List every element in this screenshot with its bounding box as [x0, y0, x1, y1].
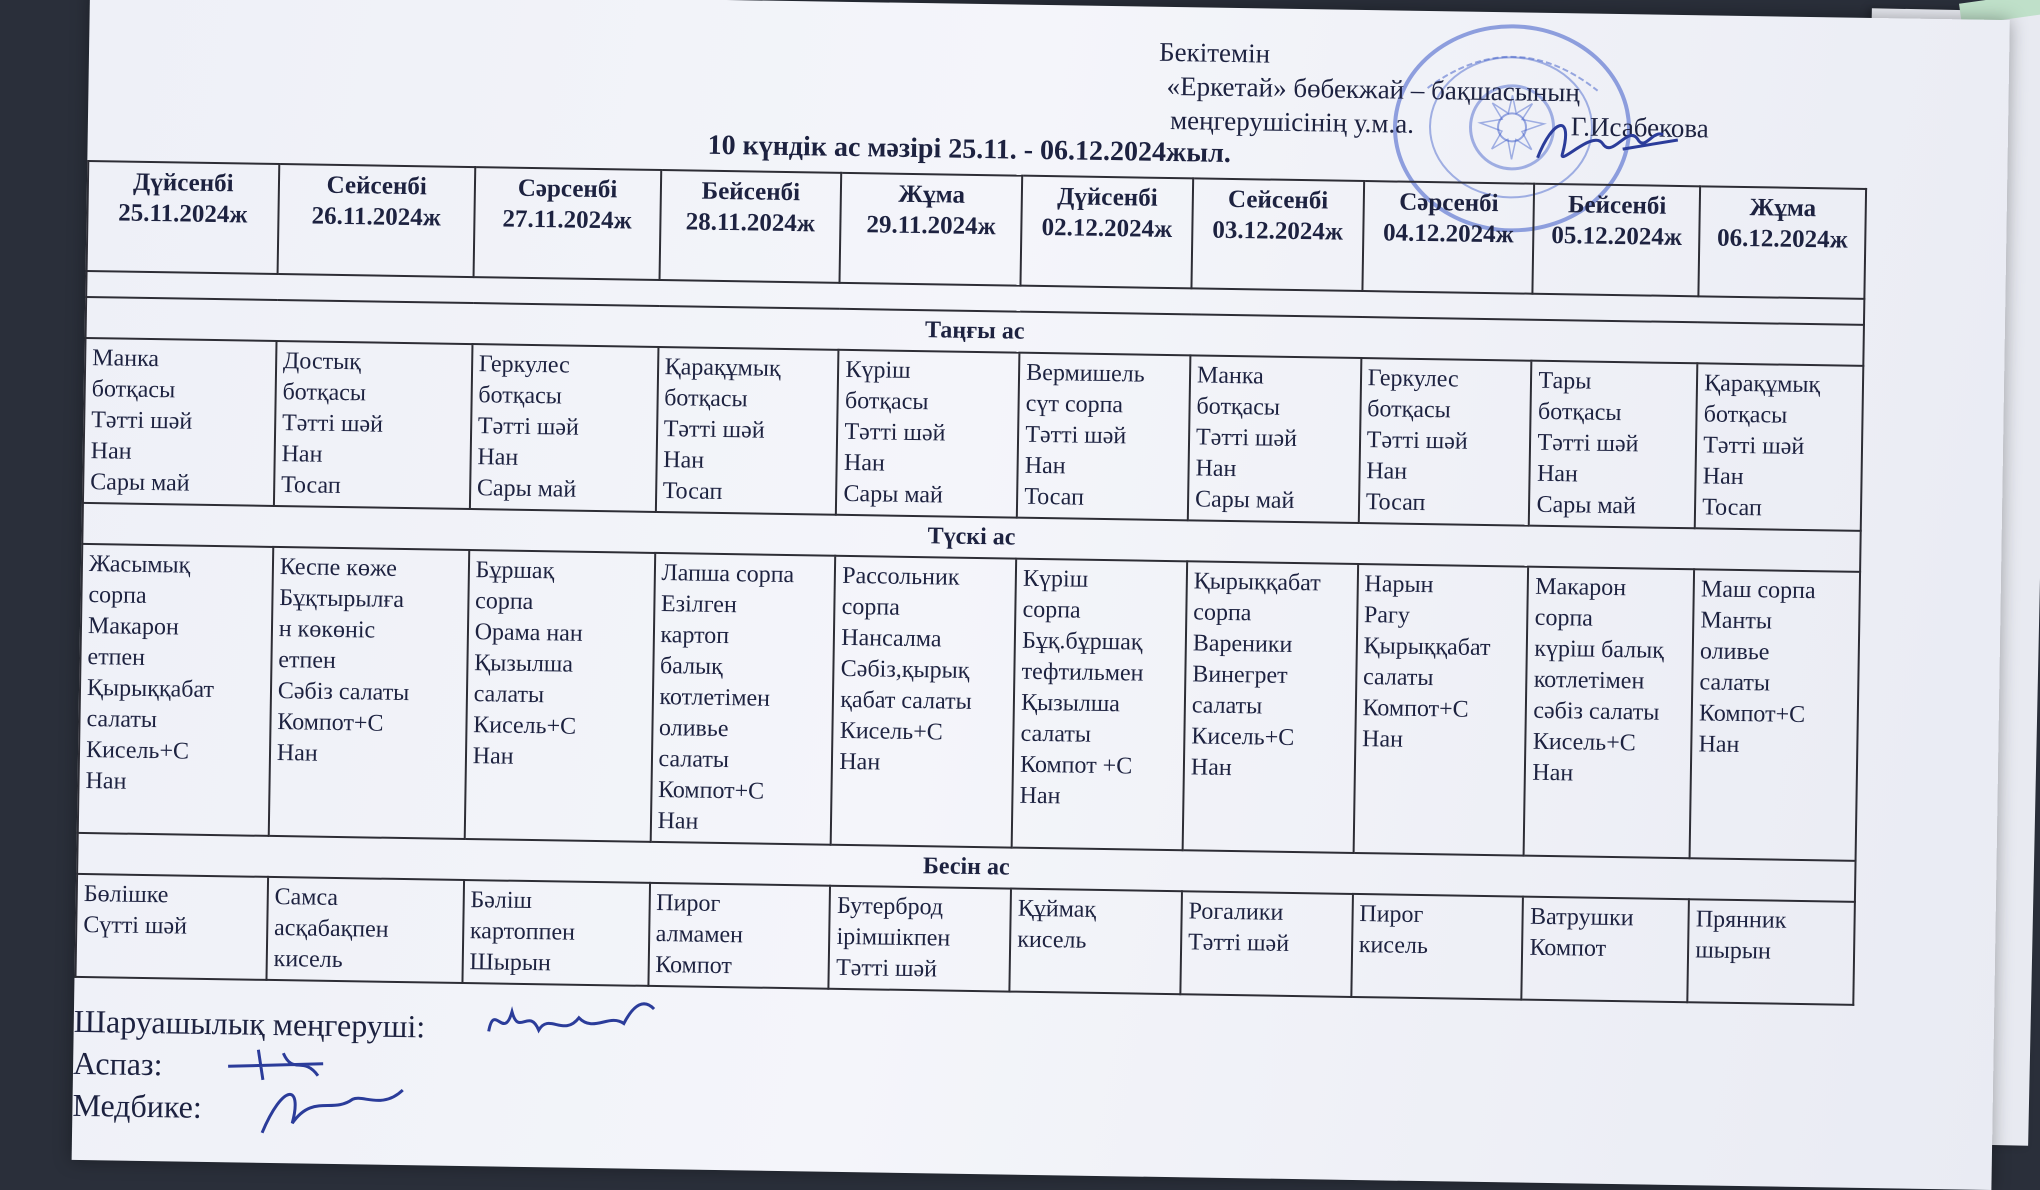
breakfast-cell-line: Манка [1196, 362, 1265, 390]
lunch-cell-line: Вареники [1192, 630, 1293, 658]
breakfast-cell-line: Тосап [662, 478, 723, 505]
day-date: 03.12.2024ж [1212, 216, 1344, 246]
lunch-cell-line: күріш балық [1534, 635, 1665, 664]
breakfast-cell [274, 341, 472, 509]
snack-cell-line: картоппен [469, 918, 576, 946]
lunch-heading: Түскі ас [82, 503, 1860, 572]
breakfast-cell-line: Тәтті шәй [844, 418, 946, 447]
lunch-cell [1353, 564, 1528, 856]
approval-signer-name: Г.Исабекова [1570, 111, 1710, 144]
lunch-cell-line: Нан [1698, 731, 1740, 758]
breakfast-cell-line: ботқасы [1367, 396, 1451, 424]
breakfast-cell-line: Күріш [845, 356, 911, 384]
lunch-cell-line: салаты [1020, 720, 1092, 748]
lunch-cell [1183, 561, 1358, 853]
lunch-cell-line: Винегрет [1192, 661, 1288, 689]
day-date: 06.12.2024ж [1716, 224, 1848, 254]
lunch-cell-line: сорпа [841, 593, 901, 621]
manager-signature [483, 991, 664, 1054]
lunch-cell-line: сорпа [1193, 599, 1252, 627]
breakfast-cell-line: Сары май [90, 469, 190, 497]
snack-cell-line: Пирог [656, 890, 721, 918]
snack-cell-line: асқабақпен [273, 915, 389, 943]
breakfast-cell-line: Достық [282, 348, 362, 376]
breakfast-cell-line: Тәтті шәй [1703, 432, 1805, 460]
lunch-cell-line: Езілген [660, 591, 737, 619]
day-name: Дүйсенбі [1056, 183, 1158, 212]
breakfast-cell [83, 338, 276, 506]
lunch-cell-line: Кисель+С [1532, 728, 1636, 757]
snack-cell-line: Пирог [1359, 901, 1424, 929]
lunch-cell-line: Қызылша [473, 650, 574, 678]
breakfast-cell-line: Тәтті шәй [1195, 424, 1298, 453]
lunch-cell-line: Компот+С [277, 709, 384, 737]
breakfast-cell [470, 344, 658, 512]
lunch-cell-line: Кисель+С [839, 717, 943, 746]
breakfast-cell-line: Нан [1024, 452, 1066, 480]
day-header-cell [1362, 181, 1534, 294]
approval-line-2: «Еркетай» бөбекжай – бақшасының [1166, 70, 1581, 108]
day-name: Сейсенбі [1227, 185, 1329, 215]
snack-cell [1180, 891, 1352, 997]
lunch-cell-line: Кисель+С [1191, 723, 1295, 752]
breakfast-cell-line: Нан [1366, 458, 1408, 485]
lunch-cell-line: сәбіз салаты [1533, 697, 1660, 726]
breakfast-cell-line: Геркулес [1367, 365, 1459, 393]
lunch-cell-line: сорпа [88, 582, 147, 609]
lunch-cell-line: Макарон [87, 613, 179, 641]
day-header-cell [1699, 186, 1867, 299]
breakfast-cell-line: ботқасы [478, 382, 563, 410]
snack-cell [1351, 894, 1523, 1000]
breakfast-cell-line: ботқасы [91, 376, 176, 404]
snack-heading: Бесін ас [77, 833, 1855, 902]
nurse-signature [252, 1083, 413, 1146]
lunch-cell-line: Қырыққабат [86, 675, 215, 704]
snack-cell-line: Бөлішке [83, 881, 169, 909]
lunch-cell-line: Нан [839, 748, 881, 776]
lunch-cell [1012, 559, 1187, 851]
snack-cell-line: Рогалики [1188, 898, 1284, 926]
lunch-cell-line: Нарын [1364, 571, 1434, 599]
lunch-cell-line: сорпа [1022, 596, 1081, 624]
snack-cell-line: Бутерброд [836, 892, 944, 921]
snack-cell [829, 886, 1011, 992]
day-header-cell [1021, 176, 1193, 289]
snack-cell-line: Тәтті шәй [1187, 929, 1290, 957]
lunch-cell [1524, 567, 1694, 859]
approval-line-1: Бекітемін [1158, 36, 1271, 69]
lunch-cell-line: котлетімен [659, 684, 771, 712]
snack-cell-line: Компот [1529, 934, 1607, 962]
lunch-cell-line: Орама нан [474, 619, 583, 647]
breakfast-cell [836, 350, 1019, 518]
breakfast-cell-line: Тәтті шәй [1025, 421, 1127, 450]
lunch-cell-line: салаты [86, 706, 158, 734]
cook-signature [223, 1044, 334, 1086]
lunch-cell-line: Жасымық [88, 551, 191, 579]
day-date: 04.12.2024ж [1382, 219, 1514, 249]
lunch-cell-line: етпен [278, 647, 337, 674]
breakfast-cell-line: Сары май [843, 480, 944, 509]
day-name: Сәрсенбі [1398, 188, 1499, 218]
lunch-cell-line: Нан [657, 808, 699, 835]
day-header-cell [840, 173, 1023, 286]
lunch-cell-line: Кисель+С [473, 712, 577, 740]
lunch-cell-line: Бұқ.бұршақ [1021, 627, 1143, 656]
lunch-cell-line: Лапша сорпа [661, 560, 795, 589]
lunch-cell-line: Рагу [1363, 602, 1411, 629]
day-header-cell [1191, 178, 1363, 291]
menu-paper-sheet [72, 0, 2010, 1190]
snack-cell-line: кисель [1358, 932, 1429, 960]
lunch-cell-line: Макарон [1535, 573, 1627, 602]
breakfast-cell-line: Вермишель [1026, 359, 1145, 388]
lunch-cell-line: оливье [658, 715, 729, 743]
lunch-cell-line: сорпа [1534, 604, 1594, 632]
day-date: 27.11.2024ж [502, 205, 632, 235]
lunch-cell-line: Қырыққабат [1193, 568, 1321, 597]
menu-table [74, 160, 1867, 1006]
breakfast-row [83, 338, 1863, 531]
lunch-cell-line: Нан [276, 740, 318, 767]
lunch-cell-line: н көкөніс [278, 616, 376, 644]
breakfast-cell-line: Қарақұмық [664, 354, 781, 382]
breakfast-cell-line: Сары май [1194, 486, 1295, 514]
breakfast-cell [1188, 355, 1361, 523]
day-name: Сәрсенбі [517, 174, 618, 204]
day-date: 29.11.2024ж [866, 211, 996, 241]
day-header-cell [473, 167, 661, 280]
lunch-cell-line: Нансалма [841, 624, 942, 653]
day-date: 26.11.2024ж [311, 202, 442, 232]
snack-cell [462, 880, 649, 986]
breakfast-cell-line: Тәтті шәй [1366, 427, 1468, 455]
breakfast-cell-line: Манка [92, 345, 160, 373]
snack-cell-line: Бәліш [470, 887, 533, 915]
lunch-cell-line: салаты [1362, 664, 1434, 692]
lunch-cell-line: Күріш [1022, 565, 1089, 593]
snack-cell-line: Компот [655, 952, 733, 980]
breakfast-cell-line: Тосап [1365, 489, 1426, 517]
breakfast-cell-line: Тосап [280, 472, 341, 499]
lunch-cell-line: салаты [1699, 669, 1771, 697]
breakfast-heading: Таңғы ас [86, 297, 1864, 366]
breakfast-cell-line: Нан [663, 447, 705, 474]
breakfast-cell-line: ботқасы [1196, 393, 1281, 421]
approval-position: меңгерушісінің у.м.а. [1169, 104, 1415, 139]
lunch-cell-line: Нан [85, 768, 127, 795]
lunch-cell-line: Компот+С [657, 777, 765, 805]
breakfast-cell-line: сүт сорпа [1025, 390, 1124, 419]
breakfast-cell-line: Нан [90, 438, 132, 465]
snack-cell-line: Тәтті шәй [835, 954, 938, 983]
lunch-cell-line: салаты [1191, 692, 1263, 720]
breakfast-cell-line: Геркулес [478, 351, 570, 379]
lunch-cell-line: Кеспе көже [279, 554, 398, 582]
breakfast-cell [1358, 358, 1531, 526]
snack-cell [648, 883, 830, 989]
lunch-cell-line: Нан [1361, 726, 1404, 753]
breakfast-cell-line: Тәтті шәй [281, 410, 384, 438]
lunch-cell-line: Кисель+С [85, 737, 190, 765]
day-header-cell [1533, 184, 1700, 297]
lunch-cell-line: Компот +С [1019, 751, 1133, 780]
breakfast-cell-line: Нан [1536, 460, 1579, 488]
snack-cell [1010, 889, 1182, 995]
breakfast-cell-line: Тосап [1024, 483, 1085, 511]
lunch-cell-line: Нан [472, 743, 514, 770]
lunch-cell-line: етпен [87, 644, 146, 671]
breakfast-cell-line: ботқасы [1703, 401, 1788, 429]
breakfast-cell-line: ботқасы [664, 385, 748, 413]
breakfast-cell-line: Тары [1538, 367, 1592, 395]
snack-cell [75, 874, 267, 980]
lunch-cell-line: Манты [1700, 607, 1773, 635]
breakfast-cell-line: Нан [1195, 455, 1237, 483]
day-name: Дүйсенбі [132, 168, 234, 198]
breakfast-cell [1017, 353, 1190, 521]
day-date: 28.11.2024ж [685, 208, 816, 238]
breakfast-cell-line: Нан [843, 449, 886, 477]
snack-cell-line: Ватрушки [1529, 903, 1634, 932]
breakfast-cell [1529, 361, 1697, 529]
lunch-cell-line: Бұқтырылға [279, 585, 405, 614]
lunch-cell-line: салаты [658, 746, 730, 774]
day-name: Сейсенбі [326, 171, 428, 201]
day-name: Жұма [898, 180, 966, 209]
lunch-cell-line: Рассольник [842, 562, 960, 591]
breakfast-cell [1695, 363, 1863, 531]
breakfast-cell-line: ботқасы [282, 379, 367, 407]
lunch-cell-line: Компот+С [1698, 700, 1806, 729]
day-date: 02.12.2024ж [1041, 213, 1173, 244]
snack-cell [1688, 899, 1855, 1005]
lunch-cell-line: оливье [1699, 638, 1770, 666]
lunch-cell-line: балық [659, 653, 724, 681]
lunch-cell-line: котлетімен [1533, 666, 1645, 695]
day-name: Бейсенбі [1567, 191, 1667, 220]
breakfast-cell-line: Тәтті шәй [663, 416, 765, 444]
snack-cell-line: алмамен [655, 921, 744, 949]
lunch-cell-line: сорпа [474, 588, 534, 616]
lunch-cell [464, 550, 654, 842]
lunch-cell-line: қабат салаты [840, 686, 972, 715]
lunch-cell-line: Бұршақ [475, 557, 555, 585]
breakfast-cell-line: Тәтті шәй [1537, 429, 1639, 458]
snack-cell-line: кисель [1017, 926, 1087, 954]
lunch-cell-line: Сәбіз салаты [277, 678, 410, 707]
head-signature [1532, 108, 1683, 180]
lunch-cell-line: Қызылша [1020, 689, 1121, 718]
breakfast-cell-line: Тәтті шәй [477, 413, 580, 441]
day-header-cell [659, 170, 842, 283]
day-header-cell [87, 161, 280, 274]
snack-cell-line: ірімшікпен [836, 923, 951, 952]
lunch-cell-line: Маш сорпа [1700, 576, 1816, 605]
breakfast-cell-line: Қарақұмық [1704, 370, 1821, 399]
day-date: 05.12.2024ж [1551, 221, 1683, 252]
lunch-cell-line: тефтильмен [1021, 658, 1144, 687]
day-name: Бейсенбі [701, 177, 801, 207]
day-name: Жұма [1749, 194, 1817, 223]
breakfast-cell-line: Тосап [1702, 494, 1763, 522]
snack-cell-line: Шырын [469, 949, 552, 977]
footer-nurse-label: Медбике: [72, 1086, 203, 1125]
snack-cell [1522, 897, 1689, 1003]
lunch-cell-line: Нан [1532, 759, 1574, 787]
lunch-cell-line: Нан [1019, 782, 1061, 810]
lunch-cell-line: Қырыққабат [1363, 633, 1491, 662]
breakfast-cell-line: Нан [1702, 463, 1744, 491]
footer-manager-line [73, 1000, 425, 1048]
snack-cell-line: кисель [273, 946, 343, 974]
menu-title: 10 күндік ас мәзірі 25.11. - 06.12.2024жыл. [707, 129, 1232, 169]
breakfast-cell-line: Сары май [1536, 491, 1637, 520]
snack-cell-line: Прянник [1695, 906, 1787, 934]
footer-manager-label: Шаруашылық меңгеруші: [73, 1002, 426, 1045]
breakfast-cell-line: Тәтті шәй [91, 407, 193, 435]
lunch-cell [650, 553, 835, 845]
breakfast-cell-line: Сары май [476, 475, 577, 503]
footer-cook-label: Аспаз: [72, 1044, 163, 1083]
snack-cell [266, 877, 463, 983]
lunch-cell-line: Нан [1190, 754, 1232, 782]
lunch-row [78, 544, 1860, 861]
snack-cell-line: шырын [1695, 937, 1772, 965]
day-header-cell [277, 164, 475, 277]
lunch-cell-line: Сәбіз,қырық [840, 655, 970, 684]
lunch-cell [78, 544, 273, 836]
lunch-cell-line: Компот+С [1362, 695, 1469, 723]
lunch-cell [1690, 569, 1860, 861]
snack-cell-line: Құймақ [1017, 895, 1097, 923]
breakfast-cell [655, 347, 838, 515]
breakfast-cell-line: ботқасы [844, 387, 929, 416]
breakfast-cell-line: Нан [477, 444, 519, 471]
breakfast-cell-line: ботқасы [1537, 398, 1622, 427]
day-date: 25.11.2024ж [118, 199, 248, 229]
snack-cell-line: Самса [274, 884, 339, 912]
lunch-cell-line: картоп [660, 622, 730, 650]
breakfast-cell-line: Нан [281, 441, 323, 468]
lunch-cell-line: салаты [473, 681, 545, 709]
lunch-cell [269, 547, 469, 839]
snack-cell-line: Сүтті шәй [83, 912, 188, 940]
lunch-cell [831, 556, 1016, 848]
